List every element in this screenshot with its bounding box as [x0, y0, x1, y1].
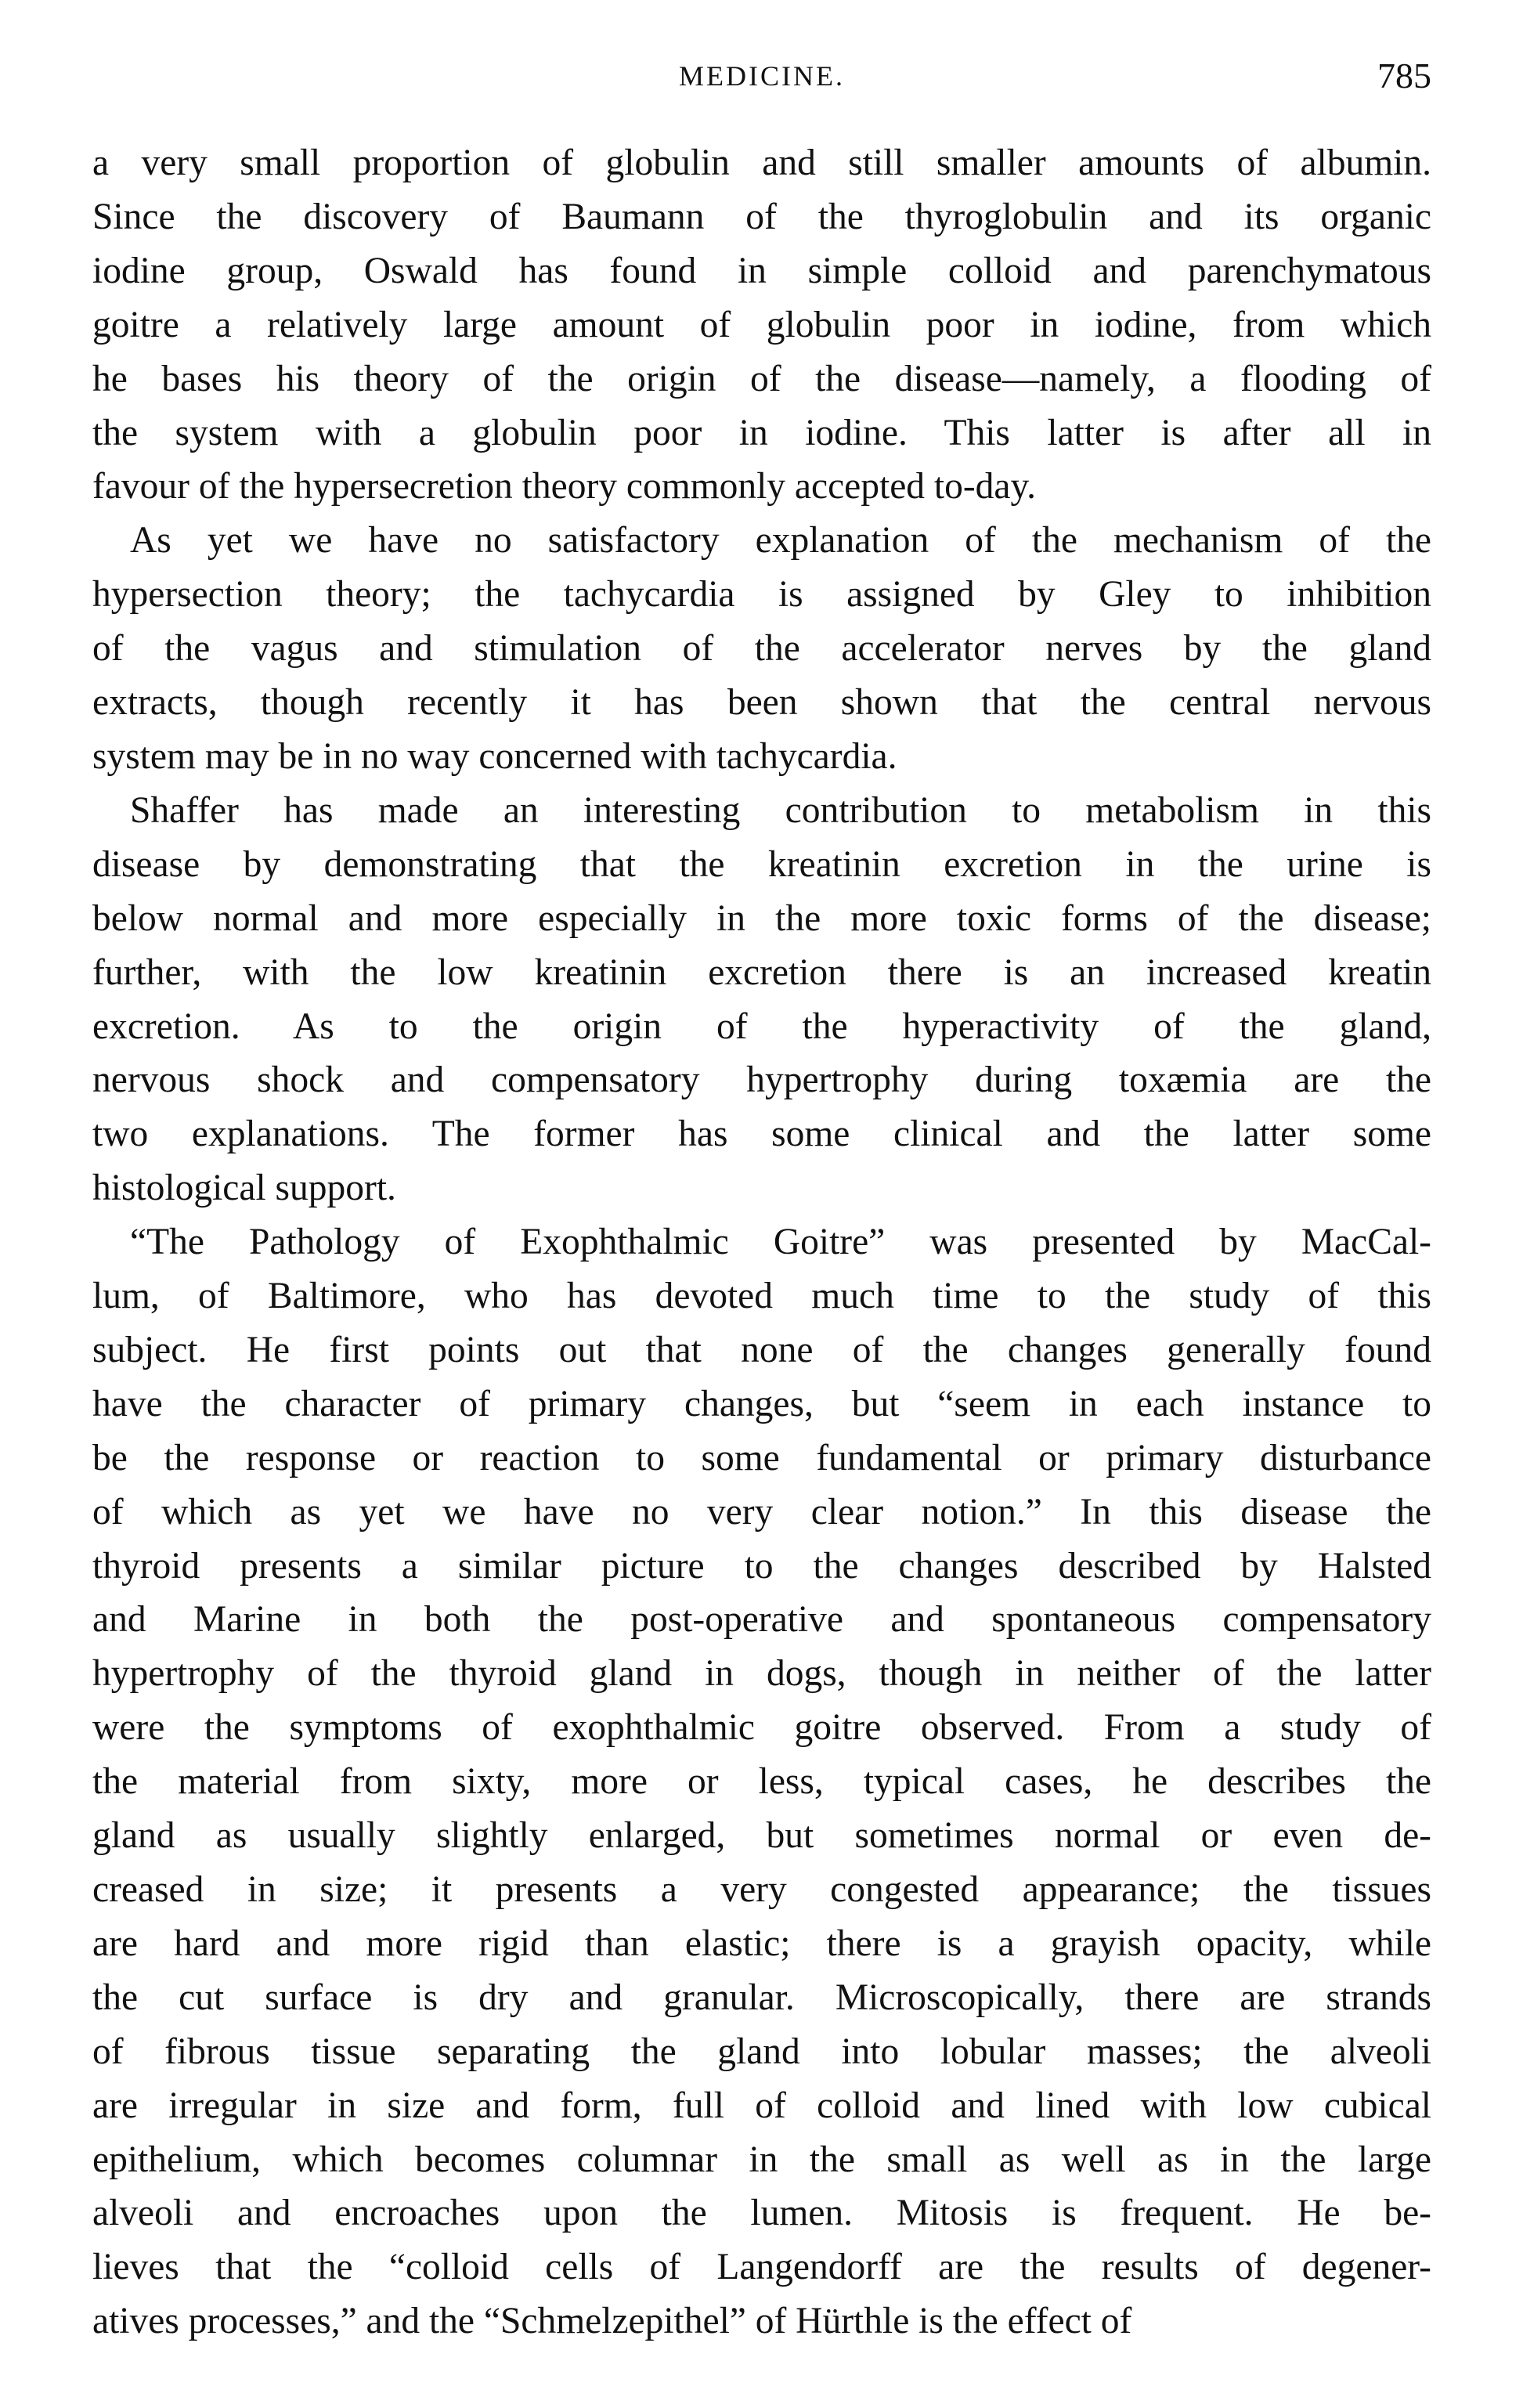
text-line: lieves that the “colloid cells of Langendorff are the results of degener- [92, 2247, 1431, 2288]
paragraph [92, 136, 1431, 514]
text-line: nervous shock and compensatory hypertrophy during toxæmia are the [92, 1060, 1431, 1101]
text-line: the system with a globulin poor in iodine. This latter is after all in [92, 412, 1431, 453]
text-line: iodine group, Oswald has found in simple colloid and parenchymatous [92, 250, 1431, 291]
text-line: of the vagus and stimulation of the accelerator nerves by the gland [92, 628, 1431, 670]
paragraph [92, 784, 1431, 1215]
text-line: As yet we have no satisfactory explanation of the mechanism of the [130, 520, 1431, 561]
text-line: the cut surface is dry and granular. Microscopically, there are strands [92, 1977, 1431, 2018]
text-line: Shaffer has made an interesting contribution to metabolism in this [130, 789, 1431, 831]
text-line: two explanations. The former has some clinical and the latter some [92, 1114, 1431, 1155]
text-line: of which as yet we have no very clear notion.” In this disease the [92, 1491, 1431, 1533]
text-line: epithelium, which becomes columnar in the small as well as in the large [92, 2139, 1431, 2180]
text-line: further, with the low kreatinin excretion there is an increased kreatin [92, 951, 1431, 993]
text-line: hypersection theory; the tachycardia is assigned by Gley to inhibition [92, 574, 1431, 616]
text-line: have the character of primary changes, but “seem in each instance to [92, 1383, 1431, 1424]
paragraph [92, 514, 1431, 784]
text-line: extracts, though recently it has been shown that the central nervous [92, 682, 1431, 724]
page-number: 785 [1377, 56, 1431, 96]
paragraph [92, 1215, 1431, 2348]
text-line: goitre a relatively large amount of globulin poor in iodine, from which [92, 304, 1431, 345]
text-line: excretion. As to the origin of the hyperactivity of the gland, [92, 1005, 1431, 1047]
text-line: below normal and more especially in the more toxic forms of the disease; [92, 897, 1431, 939]
text-line: are hard and more rigid than elastic; there is a grayish opacity, while [92, 1922, 1431, 1964]
running-title: MEDICINE. [679, 60, 845, 92]
body-text [92, 136, 1431, 2348]
text-line: thyroid presents a similar picture to the changes described by Halsted [92, 1545, 1431, 1587]
running-head [92, 55, 1431, 110]
text-line: he bases his theory of the origin of the disease—namely, a flooding of [92, 358, 1431, 399]
text-line: Since the discovery of Baumann of the thyroglobulin and its organic [92, 196, 1431, 237]
text-line: gland as usually slightly enlarged, but sometimes normal or even de- [92, 1815, 1431, 1857]
text-line: “The Pathology of Exophthalmic Goitre” was presented by MacCal- [130, 1222, 1431, 1263]
text-line: atives processes,” and the “Schmelzepithel” of Hürthle is the effect of [92, 2301, 1132, 2342]
text-line: subject. He first points out that none of the changes generally found [92, 1329, 1431, 1370]
text-line: a very small proportion of globulin and still smaller amounts of albumin. [92, 143, 1431, 183]
text-line: of fibrous tissue separating the gland into lobular masses; the alveoli [92, 2031, 1431, 2072]
book-page [92, 55, 1431, 2348]
text-line: creased in size; it presents a very congested appearance; the tissues [92, 1869, 1431, 1910]
text-line: disease by demonstrating that the kreatinin excretion in the urine is [92, 843, 1431, 885]
text-line: histological support. [92, 1168, 396, 1209]
text-line: be the response or reaction to some fundamental or primary disturbance [92, 1437, 1431, 1478]
text-line: system may be in no way concerned with tachycardia. [92, 735, 897, 777]
text-line: hypertrophy of the thyroid gland in dogs, though in neither of the latter [92, 1653, 1431, 1695]
text-line: lum, of Baltimore, who has devoted much time to the study of this [92, 1276, 1431, 1317]
text-line: are irregular in size and form, full of colloid and lined with low cubical [92, 2085, 1431, 2126]
text-line: were the symptoms of exophthalmic goitre observed. From a study of [92, 1707, 1431, 1749]
text-line: favour of the hypersecretion theory commonly accepted to-day. [92, 466, 1037, 507]
text-line: the material from sixty, more or less, typical cases, he describes the [92, 1761, 1431, 1803]
text-line: alveoli and encroaches upon the lumen. Mitosis is frequent. He be- [92, 2193, 1431, 2234]
text-line: and Marine in both the post-operative and spontaneous compensatory [92, 1599, 1431, 1641]
